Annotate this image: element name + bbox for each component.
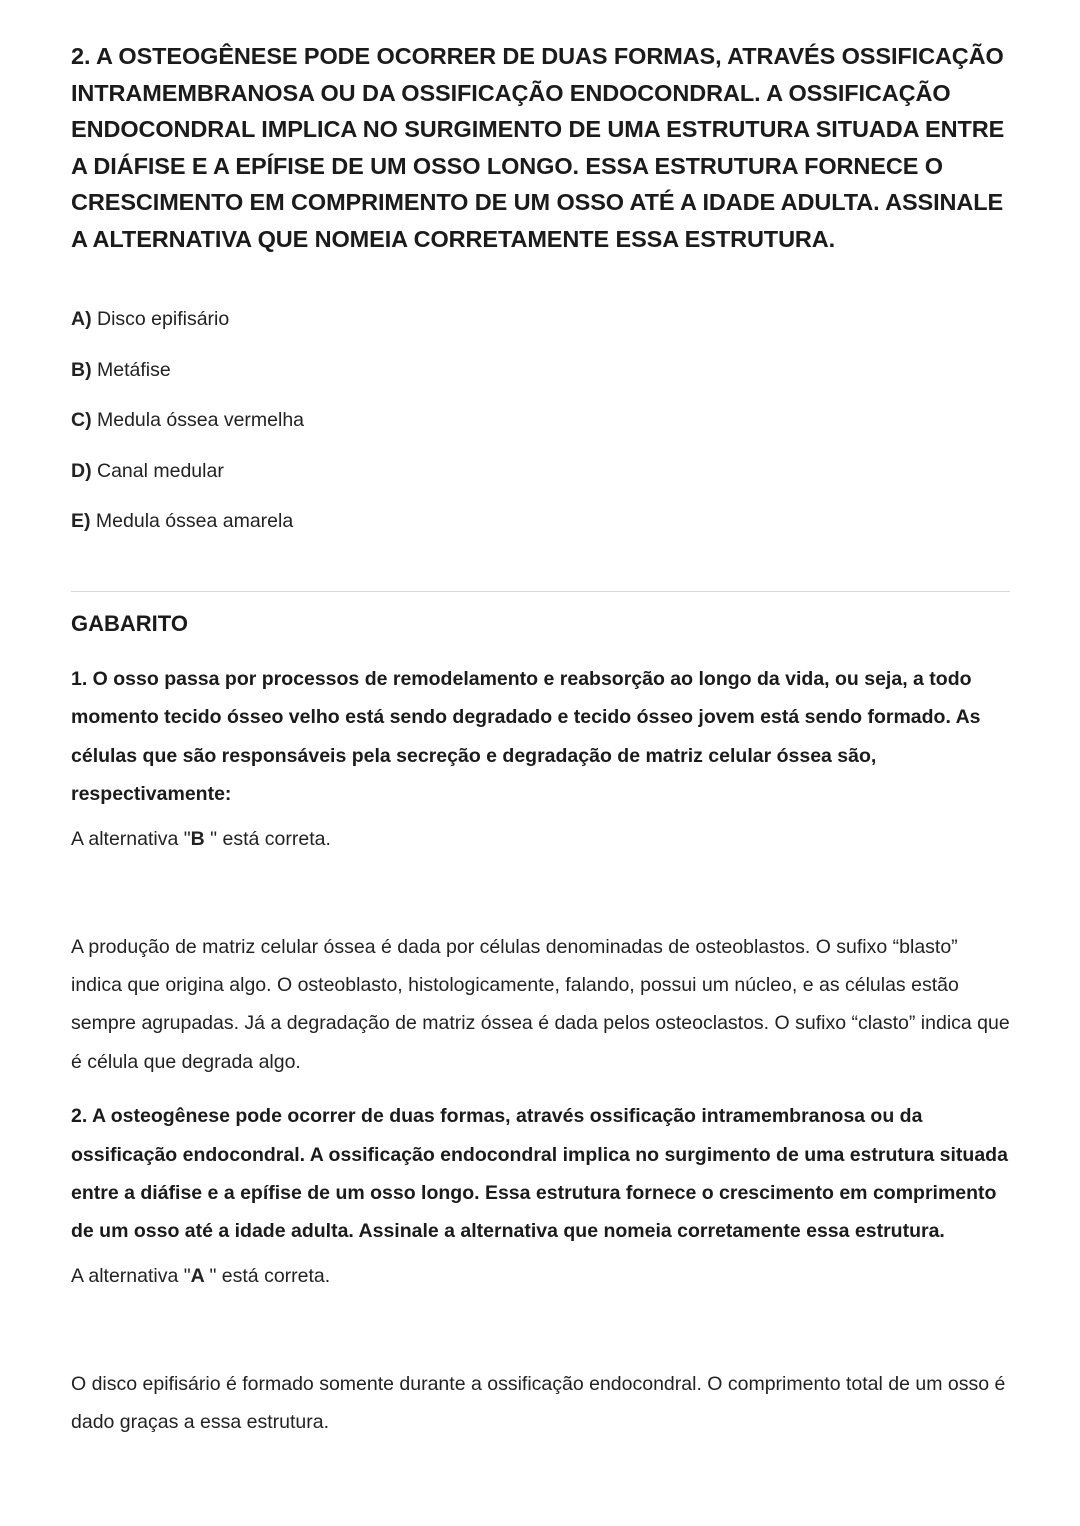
option-a <box>71 307 1010 331</box>
option-a-text: Disco epifisário <box>97 308 230 330</box>
option-d-text: Canal medular <box>97 459 224 482</box>
answer-1-question: 1. O osso passa por processos de remodelamento e reabsorção ao longo da vida, ou seja, a todo momento tecido ósseo velho está sendo degradado e tecido ósseo jovem está sendo formado. As células que são responsáveis pela secreção e degradação de matriz celular óssea são, respectivamente: <box>71 668 981 806</box>
option-e-text: Medula óssea amarela <box>95 510 294 532</box>
option-c-letter: C) <box>71 409 92 431</box>
option-d <box>71 459 1010 483</box>
answer-2-result <box>71 1263 1010 1289</box>
option-d-letter: D) <box>71 459 92 482</box>
answer-1-letter: B <box>190 827 211 850</box>
option-b-text: Metáfise <box>97 358 171 381</box>
question-2-title: 2. A OSTEOGÊNESE PODE OCORRER DE DUAS FORMAS, ATRAVÉS OSSIFICAÇÃO INTRAMEMBRANOSA OU DA OSSIFICAÇÃO ENDOCONDRAL. A OSSIFICAÇÃO ENDOCONDRAL IMPLICA NO SURGIMENTO DE UMA ESTRUTURA SITUADA ENTRE A DIÁFISE E A EPÍFISE DE UM OSSO LONGO. ESSA ESTRUTURA FORNECE O CRESCIMENTO EM COMPRIMENTO DE UM OSSO ATÉ A IDADE ADULTA. ASSINALE A ALTERNATIVA QUE NOMEIA CORRETAMENTE ESSA ESTRUTURA. <box>71 43 1005 252</box>
gabarito-heading: GABARITO <box>71 611 188 636</box>
answer-options <box>71 307 1010 533</box>
answer-block-1 <box>71 660 1010 1081</box>
option-b <box>71 358 1010 382</box>
answer-2-explanation: O disco epifisário é formado somente durante a ossificação endocondral. O comprimento total de um osso é dado graças a essa estrutura. <box>71 1372 1006 1434</box>
answer-1-result <box>71 826 1010 852</box>
option-e-letter: E) <box>71 510 91 532</box>
answer-1-suffix: " está correta. <box>210 827 331 850</box>
answer-2-suffix: " está correta. <box>209 1264 331 1287</box>
answer-1-prefix: A alternativa " <box>71 827 191 850</box>
answer-2-prefix: A alternativa " <box>71 1264 191 1287</box>
option-a-letter: A) <box>71 308 92 330</box>
answer-block-2 <box>71 1097 1010 1441</box>
option-c <box>71 408 1010 432</box>
answer-2-letter: A <box>190 1264 210 1287</box>
option-c-text: Medula óssea vermelha <box>97 409 305 431</box>
option-b-letter: B) <box>71 358 92 381</box>
answer-2-question: 2. A osteogênese pode ocorrer de duas formas, através ossificação intramembranosa ou da ossificação endocondral. A ossificação endocondral implica no surgimento de uma estrutura situada entre a diáfise e a epífise de um osso longo. Essa estrutura fornece o crescimento em comprimento de um osso até a idade adulta. Assinale a alternativa que nomeia corretamente essa estrutura. <box>71 1105 1008 1243</box>
answer-1-explanation: A produção de matriz celular óssea é dada por células denominadas de osteoblastos. O sufixo “blasto” indica que origina algo. O osteoblasto, histologicamente, falando, possui um núcleo, e as células estão sempre agrupadas. Já a degradação de matriz óssea é dada pelos osteoclastos. O sufixo “clasto” indica que é célula que degrada algo. <box>71 935 1010 1073</box>
option-e <box>71 509 1010 533</box>
section-divider <box>71 591 1010 592</box>
